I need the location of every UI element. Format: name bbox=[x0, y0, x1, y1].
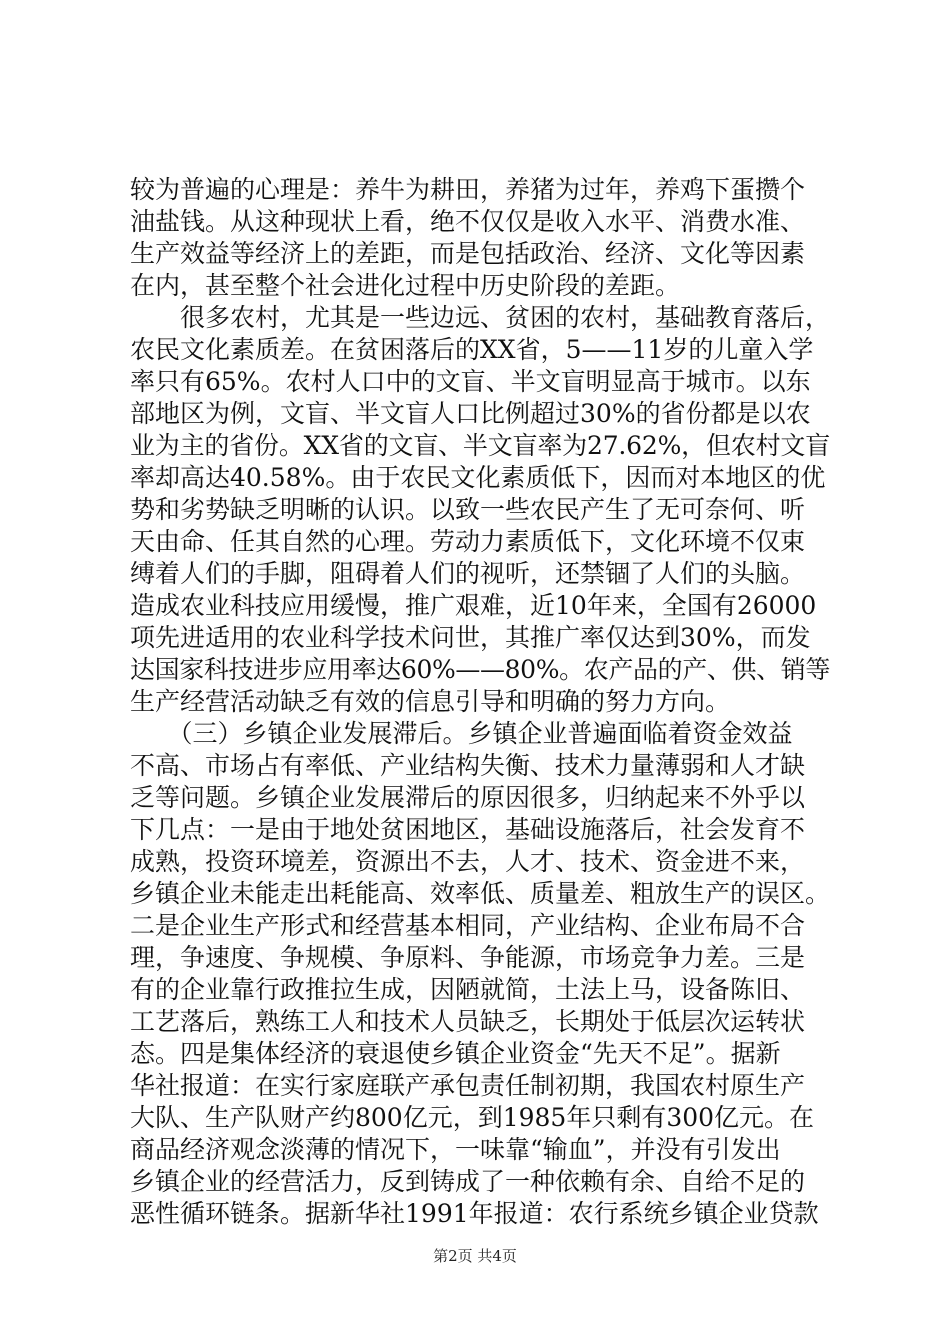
text-line: （三）乡镇企业发展滞后。乡镇企业普遍面临着资金效益 bbox=[130, 719, 793, 748]
text-line: 乡镇企业的经营活力，反到铸成了一种依赖有余、自给不足的 bbox=[130, 1167, 806, 1196]
text-line: 油盐钱。从这种现状上看，绝不仅仅是收入水平、消费水准、 bbox=[130, 207, 806, 236]
text-line: 不高、市场占有率低、产业结构失衡、技术力量薄弱和人才缺 bbox=[130, 751, 806, 780]
text-line: 天由命、任其自然的心理。劳动力素质低下，文化环境不仅束 bbox=[130, 527, 806, 556]
text-line: 较为普遍的心理是：养牛为耕田，养猪为过年，养鸡下蛋攒个 bbox=[130, 175, 806, 204]
text-line: 农民文化素质差。在贫困落后的XX省，5——11岁的儿童入学 bbox=[130, 335, 814, 364]
text-line: 态。四是集体经济的衰退使乡镇企业资金“先天不足”。据新 bbox=[130, 1039, 781, 1068]
text-line: 成熟，投资环境差，资源出不去，人才、技术、资金进不来， bbox=[130, 847, 806, 876]
text-line: 势和劣势缺乏明晰的认识。以致一些农民产生了无可奈何、听 bbox=[130, 495, 806, 524]
text-line: 生产经营活动缺乏有效的信息引导和明确的努力方向。 bbox=[130, 687, 731, 716]
text-line: 业为主的省份。XX省的文盲、半文盲率为27.62%，但农村文盲 bbox=[130, 431, 830, 460]
text-line: 项先进适用的农业科学技术问世，其推广率仅达到30%，而发 bbox=[130, 623, 811, 652]
text-line: 理，争速度、争规模、争原料、争能源，市场竞争力差。三是 bbox=[130, 943, 806, 972]
text-line: 率却高达40.58%。由于农民文化素质低下，因而对本地区的优 bbox=[130, 463, 826, 492]
text-line: 大队、生产队财产约800亿元，到1985年只剩有300亿元。在 bbox=[130, 1103, 815, 1132]
text-line: 工艺落后，熟练工人和技术人员缺乏，长期处于低层次运转状 bbox=[130, 1007, 806, 1036]
text-line: 部地区为例，文盲、半文盲人口比例超过30%的省份都是以农 bbox=[130, 399, 811, 428]
document-body bbox=[130, 174, 830, 1230]
text-line: 二是企业生产形式和经营基本相同，产业结构、企业布局不合 bbox=[130, 911, 806, 940]
page-footer: 第2页 共4页 bbox=[433, 1247, 517, 1265]
text-line: 乡镇企业未能走出耗能高、效率低、质量差、粗放生产的误区。 bbox=[130, 879, 830, 908]
text-line: 商品经济观念淡薄的情况下，一味靠“输血”，并没有引发出 bbox=[130, 1135, 781, 1164]
text-line: 有的企业靠行政推拉生成，因陋就简，土法上马，设备陈旧、 bbox=[130, 975, 806, 1004]
text-line: 恶性循环链条。据新华社1991年报道：农行系统乡镇企业贷款 bbox=[130, 1199, 819, 1228]
text-line: 下几点：一是由于地处贫困地区，基础设施落后，社会发育不 bbox=[130, 815, 806, 844]
text-line: 缚着人们的手脚，阻碍着人们的视听，还禁锢了人们的头脑。 bbox=[130, 559, 806, 588]
text-line: 率只有65%。农村人口中的文盲、半文盲明显高于城市。以东 bbox=[130, 367, 811, 396]
text-line: 达国家科技进步应用率达60%——80%。农产品的产、供、销等 bbox=[130, 655, 830, 684]
text-line: 很多农村，尤其是一些边远、贫困的农村，基础教育落后， bbox=[130, 303, 830, 332]
text-line: 生产效益等经济上的差距，而是包括政治、经济、文化等因素 bbox=[130, 239, 806, 268]
text-line: 华社报道：在实行家庭联产承包责任制初期，我国农村原生产 bbox=[130, 1071, 806, 1100]
text-line: 在内，甚至整个社会进化过程中历史阶段的差距。 bbox=[130, 271, 681, 300]
text-line: 乏等问题。乡镇企业发展滞后的原因很多，归纳起来不外乎以 bbox=[130, 783, 806, 812]
text-line: 造成农业科技应用缓慢，推广艰难，近10年来，全国有26000 bbox=[130, 591, 817, 620]
